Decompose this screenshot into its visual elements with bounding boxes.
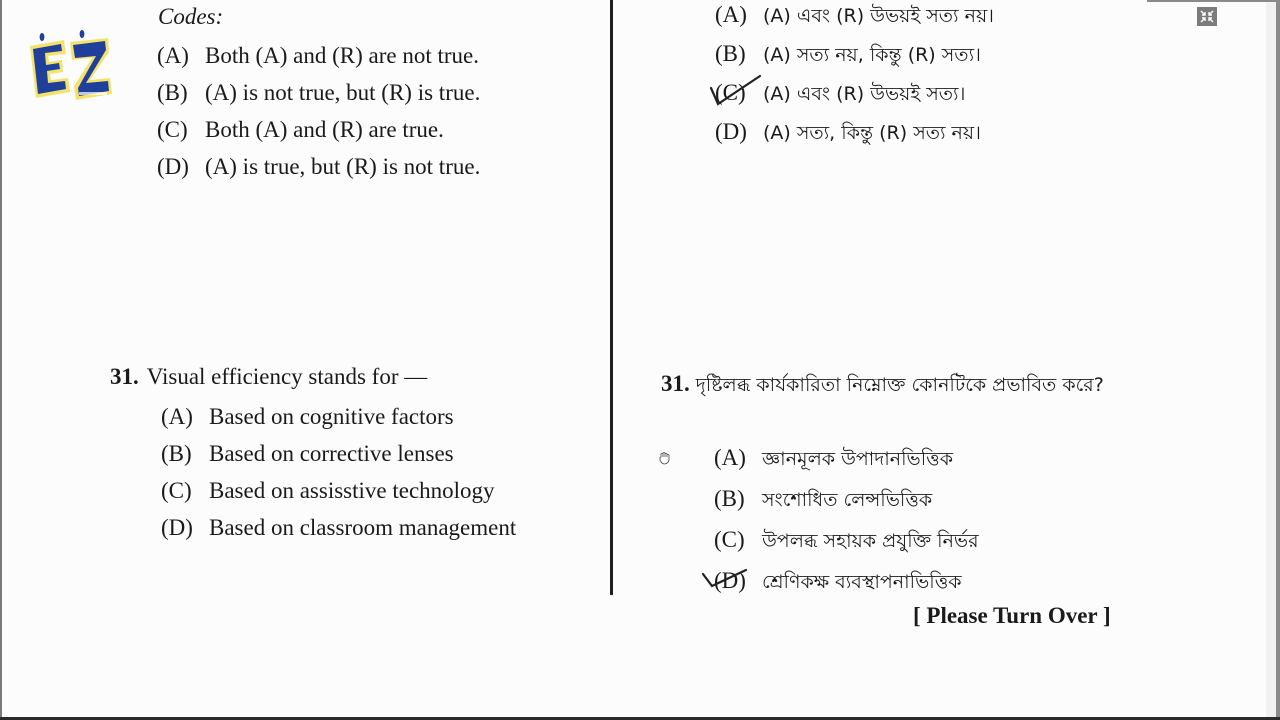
option-text: (A) is true, but (R) is not true. (205, 154, 481, 179)
codes-option-b (157, 74, 480, 111)
option-letter: (D) (714, 568, 746, 593)
question-number: 31. (110, 364, 139, 389)
option-letter: (D) (715, 119, 747, 144)
q31-option-d (161, 509, 516, 546)
option-text: (A) এবং (R) উভয়ই সত্য। (763, 83, 966, 105)
option-text: Both (A) and (R) are true. (205, 117, 444, 142)
codes-options-bengali (715, 0, 994, 152)
question-31-options-bengali (714, 438, 979, 602)
option-text: শ্রেণিকক্ষ ব্যবস্থাপনাভিত্তিক (762, 571, 962, 593)
ez-logo (24, 28, 114, 106)
codes-option-c (157, 111, 480, 148)
question-31-options-english (161, 398, 516, 546)
option-text: (A) is not true, but (R) is true. (205, 80, 481, 105)
option-text: জ্ঞানমূলক উপাদানভিত্তিক (762, 448, 954, 470)
codes-label: Codes: (158, 4, 224, 29)
q31-option-b (161, 435, 516, 472)
option-letter: (B) (714, 486, 745, 511)
option-letter: (C) (714, 527, 745, 552)
codes-option-b-bn (715, 35, 994, 74)
option-text: সংশোধিত লেন্সভিত্তিক (762, 489, 933, 511)
exit-fullscreen-button[interactable] (1197, 7, 1217, 26)
q31-option-b-bn (714, 479, 979, 520)
column-divider (610, 0, 613, 595)
option-text: Based on classroom management (209, 515, 517, 540)
option-letter: (A) (714, 445, 746, 470)
option-letter: (C) (157, 117, 188, 142)
option-letter: (A) (161, 404, 193, 429)
q31-option-d-bn (714, 561, 979, 602)
q31-option-c (161, 472, 516, 509)
codes-option-a-bn (715, 0, 994, 35)
option-text: Both (A) and (R) are not true. (205, 43, 480, 68)
question-text: দৃষ্টিলব্ধ কার্যকারিতা নিম্নোক্ত কোনটিকে প্রভাবিত করে? (695, 374, 1104, 396)
option-letter: (C) (715, 80, 746, 105)
please-turn-over: [ Please Turn Over ] (913, 603, 1111, 628)
option-text: Based on corrective lenses (209, 441, 454, 466)
option-text: (A) এবং (R) উভয়ই সত্য নয়। (763, 5, 994, 27)
exit-fullscreen-icon (1197, 7, 1217, 26)
codes-option-c-bn (715, 74, 994, 113)
codes-option-d-bn (715, 113, 994, 152)
q31-option-c-bn (714, 520, 979, 561)
viewer-border-top (1147, 0, 1280, 2)
q31-option-a-bn (714, 438, 979, 479)
option-text: Based on cognitive factors (209, 404, 454, 429)
question-31-bengali (637, 366, 1137, 405)
q31-option-a (161, 398, 516, 435)
codes-option-a (157, 37, 480, 74)
option-letter: (B) (157, 80, 188, 105)
option-text: উপলব্ধ সহায়ক প্রযুক্তি নির্ভর (762, 530, 979, 552)
question-number: 31. (661, 371, 690, 396)
option-letter: (B) (715, 41, 746, 66)
option-letter: (D) (161, 515, 193, 540)
option-text: (A) সত্য, কিন্তু (R) সত্য নয়। (763, 122, 981, 144)
question-text: Visual efficiency stands for — (146, 364, 428, 389)
viewer-border-left (0, 0, 2, 720)
viewer-scroll-gutter (1266, 0, 1276, 720)
hand-cursor-icon (658, 451, 672, 465)
viewer-scrollbar[interactable] (1276, 0, 1280, 720)
codes-options-english (157, 37, 480, 185)
option-letter: (B) (161, 441, 192, 466)
option-text: (A) সত্য নয়, কিন্তু (R) সত্য। (763, 44, 981, 66)
option-letter: (C) (161, 478, 192, 503)
option-text: Based on assisstive technology (209, 478, 495, 503)
option-letter: (A) (157, 43, 189, 68)
option-letter: (D) (157, 154, 189, 179)
codes-option-d (157, 148, 480, 185)
question-31-english (110, 364, 427, 390)
option-letter: (A) (715, 2, 747, 27)
